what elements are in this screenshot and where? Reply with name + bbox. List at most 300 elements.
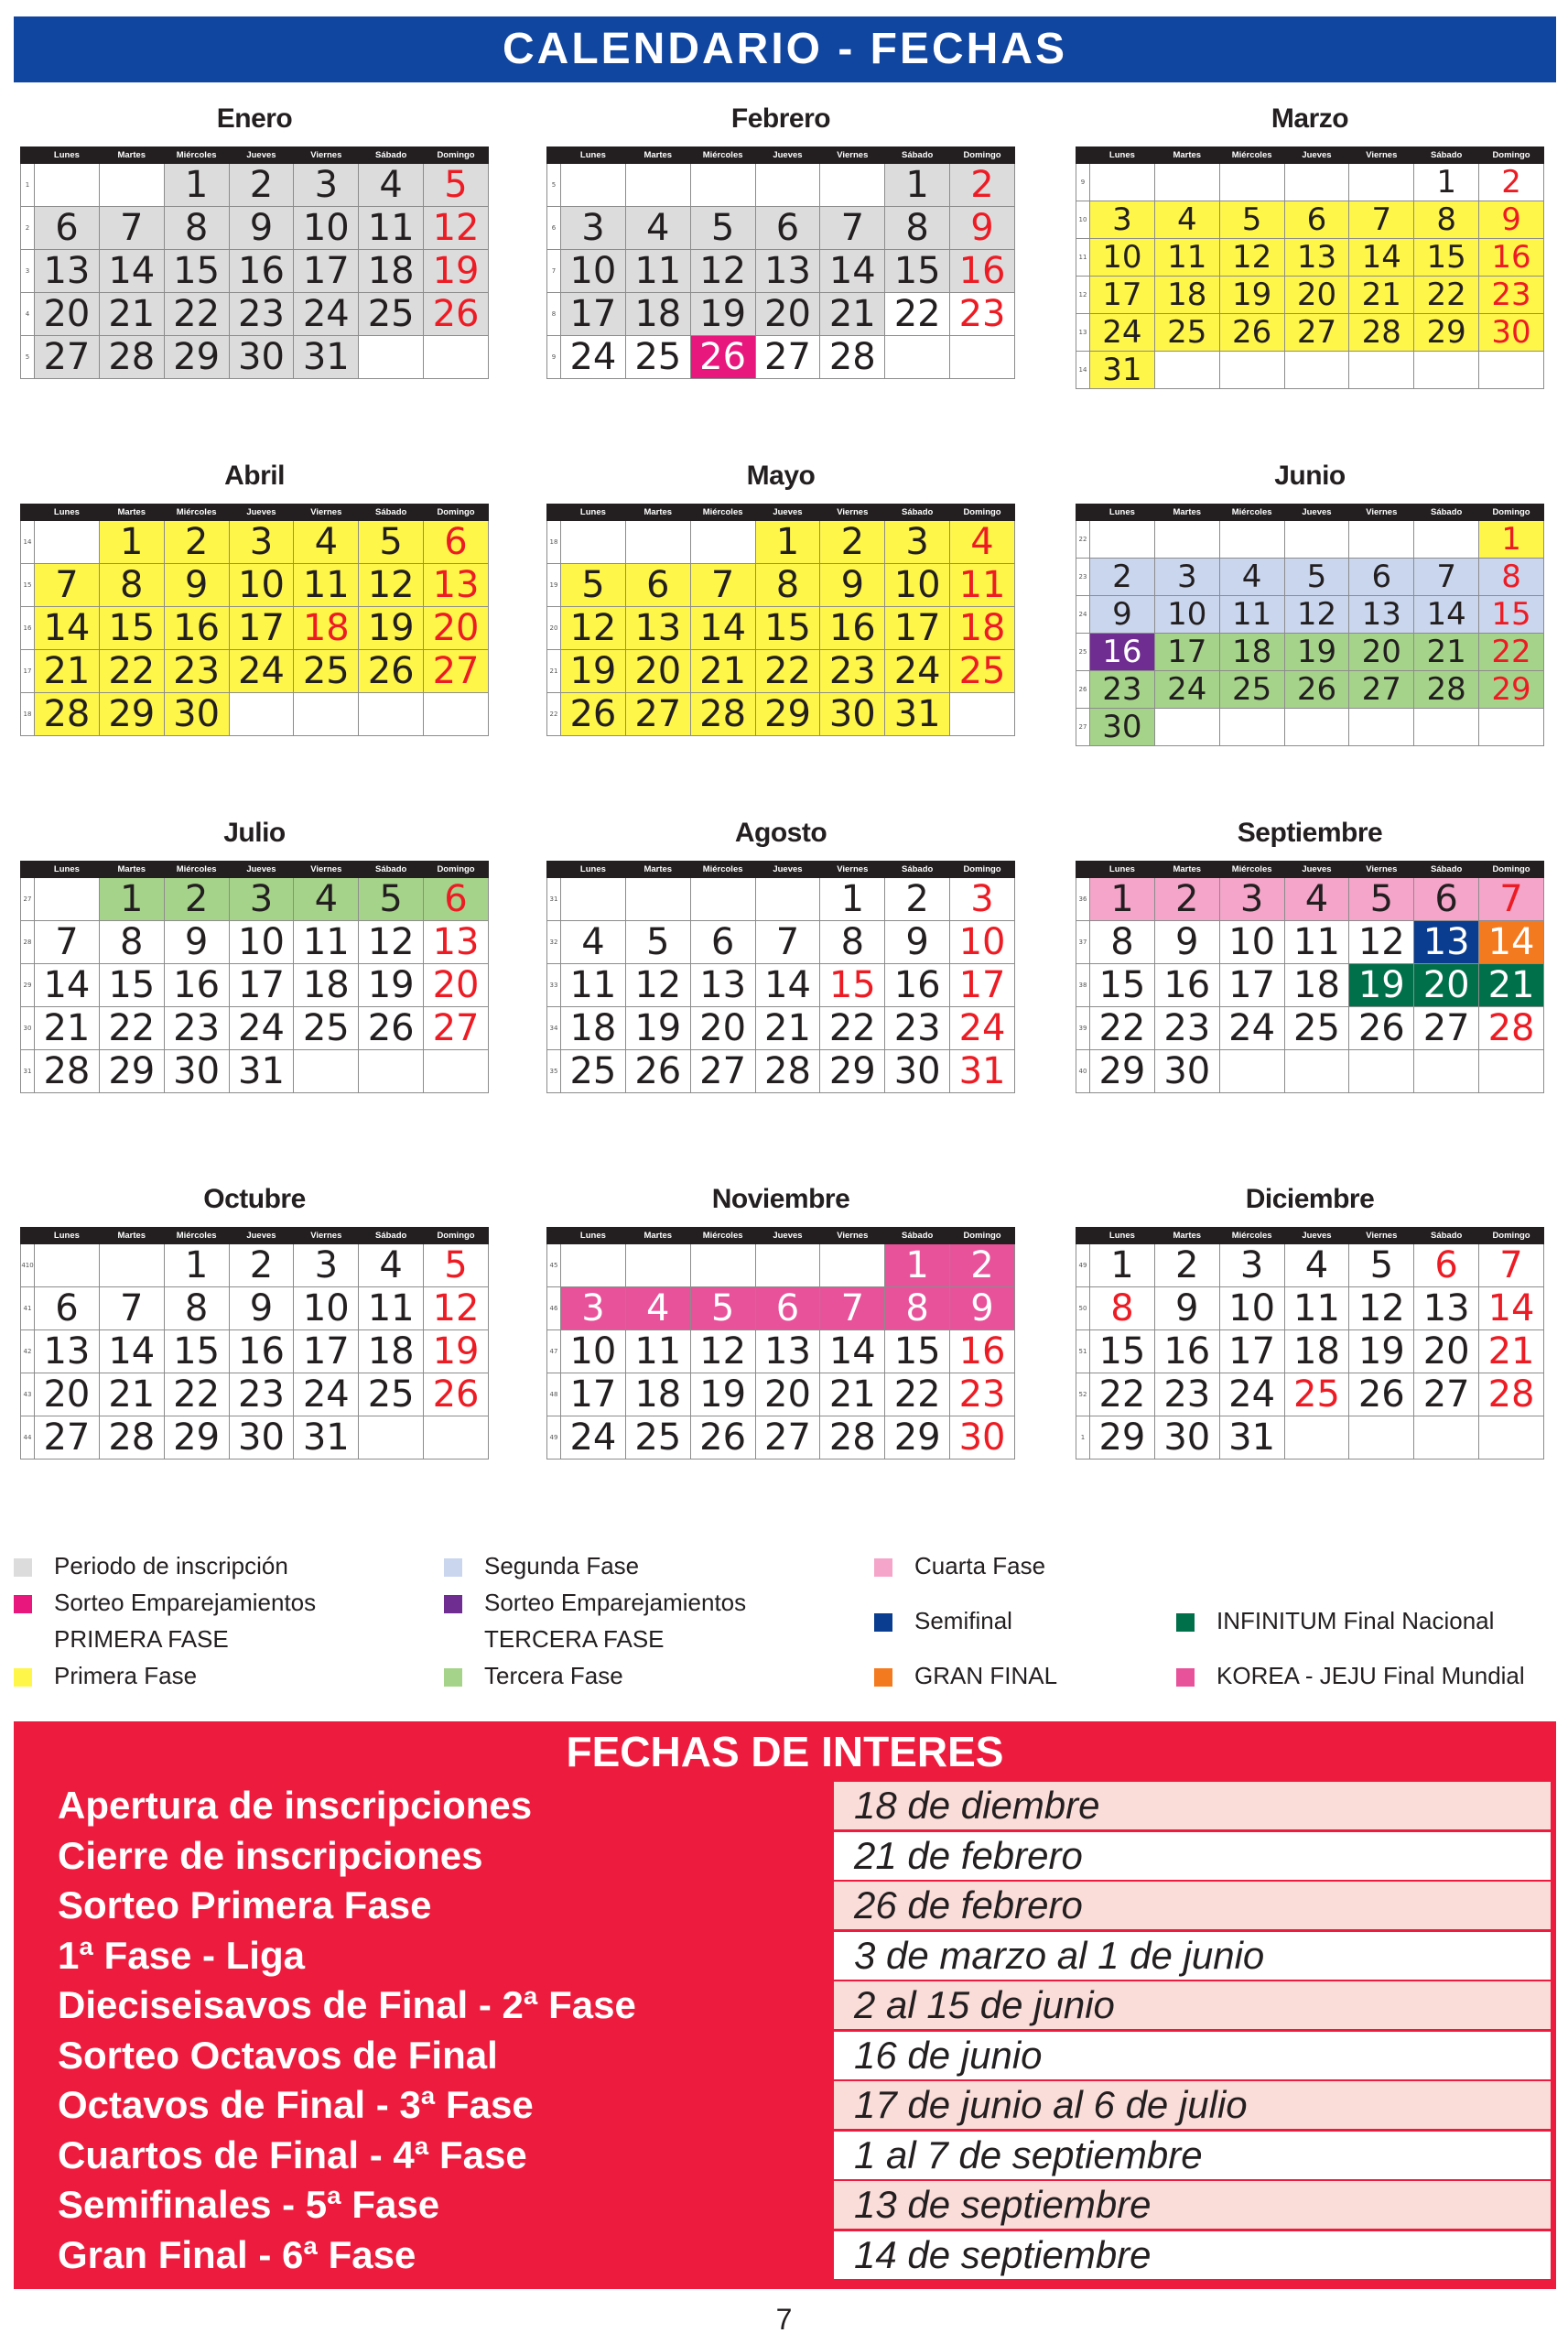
weekday-header: Martes	[625, 1228, 690, 1244]
day-cell: 12	[561, 607, 626, 650]
weekday-header: Jueves	[229, 147, 294, 164]
day-cell: 20	[35, 293, 100, 336]
legend-label: Primera Fase	[54, 1662, 198, 1689]
empty-day-cell	[625, 521, 690, 564]
week-number-header	[547, 147, 561, 164]
day-cell: 28	[1479, 1007, 1544, 1050]
empty-day-cell	[755, 1244, 820, 1287]
legend-label: TERCERA FASE	[484, 1625, 665, 1653]
day-cell: 7	[820, 1287, 885, 1330]
week-number: 51	[1076, 1330, 1090, 1373]
month-grid	[1076, 861, 1544, 1093]
day-cell: 1	[1090, 1244, 1155, 1287]
day-cell: 5	[561, 564, 626, 607]
legend	[14, 1547, 1556, 1712]
month-title: Agosto	[734, 818, 827, 848]
day-cell: 31	[294, 336, 359, 379]
day-cell: 22	[1090, 1373, 1155, 1416]
day-cell: 7	[99, 207, 164, 250]
day-cell: 25	[294, 1007, 359, 1050]
day-cell: 22	[1414, 277, 1479, 314]
legend-swatch-magenta	[14, 1595, 32, 1613]
day-cell: 26	[1349, 1373, 1414, 1416]
interest-row	[19, 1782, 1551, 1829]
week-number: 32	[547, 921, 561, 964]
week-number: 31	[547, 878, 561, 921]
weekday-header: Domingo	[424, 147, 489, 164]
day-cell: 22	[885, 1373, 950, 1416]
weekday-header: Martes	[99, 1228, 164, 1244]
day-cell: 19	[1349, 1330, 1414, 1373]
weekday-header: Lunes	[561, 147, 626, 164]
day-cell: 10	[561, 1330, 626, 1373]
day-cell: 27	[755, 336, 820, 379]
day-cell: 18	[359, 250, 424, 293]
day-cell: 20	[625, 650, 690, 693]
day-cell: 19	[1284, 634, 1349, 671]
empty-day-cell	[820, 164, 885, 207]
day-cell: 20	[424, 964, 489, 1007]
day-cell: 3	[294, 1244, 359, 1287]
day-cell: 17	[1219, 964, 1284, 1007]
day-cell: 14	[755, 964, 820, 1007]
week-row	[547, 693, 1015, 736]
page-title: CALENDARIO - FECHAS	[503, 25, 1067, 73]
week-row	[547, 250, 1015, 293]
day-cell: 28	[820, 1416, 885, 1460]
day-cell: 27	[424, 650, 489, 693]
day-cell: 29	[1414, 314, 1479, 352]
day-cell: 12	[690, 1330, 755, 1373]
day-cell: 21	[1414, 634, 1479, 671]
day-cell: 25	[1219, 671, 1284, 709]
day-cell: 24	[1219, 1373, 1284, 1416]
weekday-header: Jueves	[1284, 1228, 1349, 1244]
day-cell: 20	[424, 607, 489, 650]
day-cell: 1	[99, 521, 164, 564]
week-number: 34	[547, 1007, 561, 1050]
month-julio	[20, 815, 489, 1093]
day-cell: 28	[755, 1050, 820, 1093]
week-number: 49	[547, 1416, 561, 1460]
week-number: 410	[21, 1244, 35, 1287]
day-cell: 29	[1479, 671, 1544, 709]
day-cell: 3	[950, 878, 1015, 921]
empty-day-cell	[35, 521, 100, 564]
day-cell: 5	[625, 921, 690, 964]
week-number: 35	[547, 1050, 561, 1093]
day-cell: 15	[1414, 239, 1479, 277]
day-cell: 5	[1349, 1244, 1414, 1287]
weekday-header: Domingo	[424, 1228, 489, 1244]
day-cell: 19	[424, 250, 489, 293]
day-cell: 7	[1479, 1244, 1544, 1287]
empty-day-cell	[1219, 709, 1284, 746]
weekday-header: Sábado	[1414, 505, 1479, 521]
day-cell: 18	[294, 607, 359, 650]
day-cell: 6	[1414, 878, 1479, 921]
week-number: 21	[547, 650, 561, 693]
weekday-header: Jueves	[755, 147, 820, 164]
week-row	[21, 878, 489, 921]
day-cell: 2	[164, 878, 229, 921]
day-cell: 23	[1154, 1373, 1219, 1416]
interest-row	[19, 2181, 1551, 2229]
empty-day-cell	[1479, 1050, 1544, 1093]
week-row	[21, 207, 489, 250]
week-number-header	[21, 147, 35, 164]
day-cell: 19	[359, 964, 424, 1007]
legend-label: Segunda Fase	[484, 1552, 640, 1579]
day-cell: 12	[625, 964, 690, 1007]
weekday-header: Sábado	[885, 1228, 950, 1244]
day-cell: 16	[1090, 634, 1155, 671]
empty-day-cell	[690, 164, 755, 207]
weekday-header: Jueves	[229, 1228, 294, 1244]
day-cell: 6	[1349, 559, 1414, 596]
empty-day-cell	[561, 521, 626, 564]
interest-label: 1ª Fase - Liga	[58, 1933, 305, 1977]
day-cell: 20	[35, 1373, 100, 1416]
day-cell: 9	[1154, 1287, 1219, 1330]
day-cell: 8	[820, 921, 885, 964]
day-cell: 30	[164, 693, 229, 736]
day-cell: 6	[1284, 201, 1349, 239]
weekday-header: Lunes	[35, 147, 100, 164]
day-cell: 9	[1479, 201, 1544, 239]
week-number-header	[1076, 1228, 1090, 1244]
week-row	[1076, 352, 1544, 389]
week-row	[547, 164, 1015, 207]
day-cell: 12	[359, 921, 424, 964]
week-row	[21, 1287, 489, 1330]
legend-label: PRIMERA FASE	[54, 1625, 229, 1653]
day-cell: 12	[1219, 239, 1284, 277]
week-number: 42	[21, 1330, 35, 1373]
legend-swatch-navy	[874, 1613, 892, 1632]
week-row	[1076, 1244, 1544, 1287]
weekday-header: Viernes	[820, 1228, 885, 1244]
week-row	[547, 1330, 1015, 1373]
day-cell: 5	[1219, 201, 1284, 239]
day-cell: 27	[424, 1007, 489, 1050]
week-row	[1076, 164, 1544, 201]
week-row	[547, 1007, 1015, 1050]
empty-day-cell	[690, 878, 755, 921]
empty-day-cell	[359, 1416, 424, 1460]
week-row	[547, 1050, 1015, 1093]
week-row	[21, 521, 489, 564]
empty-day-cell	[1090, 521, 1155, 559]
weekday-header: Viernes	[1349, 147, 1414, 164]
day-cell: 20	[755, 1373, 820, 1416]
empty-day-cell	[1154, 521, 1219, 559]
empty-day-cell	[885, 336, 950, 379]
day-cell: 2	[1154, 1244, 1219, 1287]
day-cell: 15	[164, 250, 229, 293]
day-cell: 27	[1414, 1007, 1479, 1050]
day-cell: 12	[1349, 1287, 1414, 1330]
week-row	[547, 1287, 1015, 1330]
day-cell: 28	[35, 693, 100, 736]
month-title: Mayo	[746, 461, 816, 491]
day-cell: 15	[1090, 1330, 1155, 1373]
day-cell: 14	[820, 1330, 885, 1373]
day-cell: 2	[820, 521, 885, 564]
weekday-header: Martes	[1154, 147, 1219, 164]
day-cell: 21	[1349, 277, 1414, 314]
day-cell: 21	[820, 1373, 885, 1416]
week-row	[1076, 521, 1544, 559]
day-cell: 11	[294, 564, 359, 607]
day-cell: 28	[35, 1050, 100, 1093]
day-cell: 8	[1090, 921, 1155, 964]
day-cell: 7	[1349, 201, 1414, 239]
week-row	[1076, 921, 1544, 964]
weekday-header: Viernes	[820, 862, 885, 878]
weekday-header: Domingo	[1479, 147, 1544, 164]
day-cell: 26	[359, 1007, 424, 1050]
day-cell: 29	[164, 336, 229, 379]
weekday-header: Martes	[1154, 505, 1219, 521]
day-cell: 30	[820, 693, 885, 736]
week-number: 46	[547, 1287, 561, 1330]
weekday-header: Sábado	[359, 147, 424, 164]
day-cell: 24	[561, 336, 626, 379]
day-cell: 10	[561, 250, 626, 293]
day-cell: 22	[99, 1007, 164, 1050]
week-number: 37	[1076, 921, 1090, 964]
empty-day-cell	[1154, 709, 1219, 746]
day-cell: 21	[820, 293, 885, 336]
month-title: Marzo	[1271, 103, 1349, 134]
legend-swatch-purple	[444, 1595, 462, 1613]
day-cell: 4	[625, 207, 690, 250]
interest-label: Dieciseisavos de Final - 2ª Fase	[58, 1983, 636, 2026]
week-number: 18	[21, 693, 35, 736]
week-row	[547, 878, 1015, 921]
day-cell: 20	[1284, 277, 1349, 314]
week-number: 1	[1076, 1416, 1090, 1460]
day-cell: 2	[885, 878, 950, 921]
weekday-header: Viernes	[294, 505, 359, 521]
day-cell: 10	[229, 921, 294, 964]
day-cell: 29	[99, 1050, 164, 1093]
weekday-header: Lunes	[1090, 1228, 1155, 1244]
day-cell: 23	[1479, 277, 1544, 314]
day-cell: 12	[690, 250, 755, 293]
empty-day-cell	[229, 693, 294, 736]
empty-day-cell	[1284, 709, 1349, 746]
weekday-header: Domingo	[1479, 505, 1544, 521]
day-cell: 6	[755, 1287, 820, 1330]
day-cell: 1	[820, 878, 885, 921]
day-cell: 14	[1349, 239, 1414, 277]
day-cell: 25	[625, 1416, 690, 1460]
weekday-header: Miércoles	[690, 505, 755, 521]
day-cell: 17	[294, 250, 359, 293]
month-agosto	[546, 815, 1015, 1093]
week-number: 39	[1076, 1007, 1090, 1050]
day-cell: 4	[950, 521, 1015, 564]
day-cell: 2	[950, 1244, 1015, 1287]
day-cell: 21	[35, 1007, 100, 1050]
legend-swatch-yellow	[14, 1668, 32, 1687]
day-cell: 3	[1154, 559, 1219, 596]
weekday-header: Viernes	[1349, 505, 1414, 521]
day-cell: 24	[229, 1007, 294, 1050]
month-title: Noviembre	[711, 1184, 850, 1214]
day-cell: 12	[424, 207, 489, 250]
empty-day-cell	[1154, 164, 1219, 201]
day-cell: 6	[35, 207, 100, 250]
day-cell: 22	[1090, 1007, 1155, 1050]
day-cell: 27	[1349, 671, 1414, 709]
interest-date: 17 de junio al 6 de julio	[834, 2081, 1551, 2129]
week-row	[21, 1416, 489, 1460]
day-cell: 1	[885, 164, 950, 207]
day-cell: 30	[1154, 1050, 1219, 1093]
day-cell: 22	[1479, 634, 1544, 671]
legend-label: INFINITUM Final Nacional	[1217, 1607, 1495, 1634]
weekday-header: Martes	[99, 505, 164, 521]
day-cell: 17	[950, 964, 1015, 1007]
month-grid	[546, 861, 1015, 1093]
week-row	[1076, 878, 1544, 921]
empty-day-cell	[1284, 164, 1349, 201]
weekday-header: Lunes	[561, 1228, 626, 1244]
day-cell: 30	[1090, 709, 1155, 746]
day-cell: 25	[359, 1373, 424, 1416]
day-cell: 14	[35, 964, 100, 1007]
week-number: 41	[21, 1287, 35, 1330]
day-cell: 23	[885, 1007, 950, 1050]
weekday-header: Jueves	[229, 862, 294, 878]
week-row	[21, 1007, 489, 1050]
week-number: 14	[1076, 352, 1090, 389]
week-row	[1076, 634, 1544, 671]
day-cell: 15	[820, 964, 885, 1007]
month-title: Octubre	[203, 1184, 306, 1214]
day-cell: 10	[885, 564, 950, 607]
week-row	[547, 293, 1015, 336]
week-number-header	[547, 505, 561, 521]
week-number: 15	[21, 564, 35, 607]
day-cell: 27	[1414, 1373, 1479, 1416]
day-cell: 13	[424, 564, 489, 607]
day-cell: 9	[1154, 921, 1219, 964]
weekday-header: Lunes	[561, 505, 626, 521]
day-cell: 14	[1479, 1287, 1544, 1330]
weekday-header: Martes	[1154, 1228, 1219, 1244]
weekday-header: Viernes	[1349, 862, 1414, 878]
day-cell: 29	[1090, 1416, 1155, 1460]
legend-swatch-korea	[1176, 1668, 1195, 1687]
week-number: 1	[21, 164, 35, 207]
legend-label: Sorteo Emparejamientos	[484, 1589, 747, 1616]
day-cell: 1	[1414, 164, 1479, 201]
day-cell: 2	[164, 521, 229, 564]
interest-row	[19, 1981, 1551, 2029]
interest-date: 2 al 15 de junio	[834, 1981, 1551, 2029]
weekday-header: Sábado	[1414, 862, 1479, 878]
day-cell: 11	[359, 207, 424, 250]
day-cell: 7	[1414, 559, 1479, 596]
empty-day-cell	[1414, 709, 1479, 746]
week-row	[1076, 559, 1544, 596]
day-cell: 29	[820, 1050, 885, 1093]
week-number: 16	[21, 607, 35, 650]
weekday-header: Miércoles	[690, 1228, 755, 1244]
legend-label: Cuarta Fase	[914, 1552, 1046, 1579]
day-cell: 24	[229, 650, 294, 693]
day-cell: 8	[755, 564, 820, 607]
day-cell: 19	[561, 650, 626, 693]
week-row	[21, 293, 489, 336]
week-number: 2	[21, 207, 35, 250]
day-cell: 5	[424, 164, 489, 207]
day-cell: 20	[1349, 634, 1414, 671]
weekday-header: Domingo	[1479, 1228, 1544, 1244]
day-cell: 26	[690, 336, 755, 379]
legend-swatch-lightblue	[444, 1558, 462, 1577]
day-cell: 3	[294, 164, 359, 207]
day-cell: 1	[885, 1244, 950, 1287]
day-cell: 29	[885, 1416, 950, 1460]
day-cell: 16	[1479, 239, 1544, 277]
day-cell: 4	[294, 878, 359, 921]
week-number: 5	[21, 336, 35, 379]
day-cell: 20	[690, 1007, 755, 1050]
week-row	[547, 607, 1015, 650]
empty-day-cell	[1414, 1416, 1479, 1460]
day-cell: 24	[294, 293, 359, 336]
week-number: 25	[1076, 634, 1090, 671]
day-cell: 20	[1414, 964, 1479, 1007]
day-cell: 1	[1479, 521, 1544, 559]
week-row	[547, 1416, 1015, 1460]
day-cell: 6	[35, 1287, 100, 1330]
week-number: 13	[1076, 314, 1090, 352]
weekday-header: Sábado	[359, 1228, 424, 1244]
day-cell: 22	[755, 650, 820, 693]
week-number: 31	[21, 1050, 35, 1093]
week-row	[21, 650, 489, 693]
day-cell: 8	[885, 1287, 950, 1330]
week-number: 52	[1076, 1373, 1090, 1416]
day-cell: 5	[1349, 878, 1414, 921]
day-cell: 26	[1284, 671, 1349, 709]
day-cell: 23	[164, 650, 229, 693]
weekday-header: Viernes	[294, 862, 359, 878]
empty-day-cell	[1479, 709, 1544, 746]
day-cell: 22	[820, 1007, 885, 1050]
empty-day-cell	[1284, 1050, 1349, 1093]
day-cell: 19	[625, 1007, 690, 1050]
interest-date: 18 de diembre	[834, 1782, 1551, 1829]
day-cell: 18	[294, 964, 359, 1007]
empty-day-cell	[561, 1244, 626, 1287]
day-cell: 29	[755, 693, 820, 736]
day-cell: 16	[885, 964, 950, 1007]
empty-day-cell	[359, 693, 424, 736]
weekday-header: Viernes	[294, 147, 359, 164]
day-cell: 4	[1284, 1244, 1349, 1287]
week-row	[547, 650, 1015, 693]
week-number: 40	[1076, 1050, 1090, 1093]
weekday-header: Martes	[99, 862, 164, 878]
day-cell: 6	[1414, 1244, 1479, 1287]
